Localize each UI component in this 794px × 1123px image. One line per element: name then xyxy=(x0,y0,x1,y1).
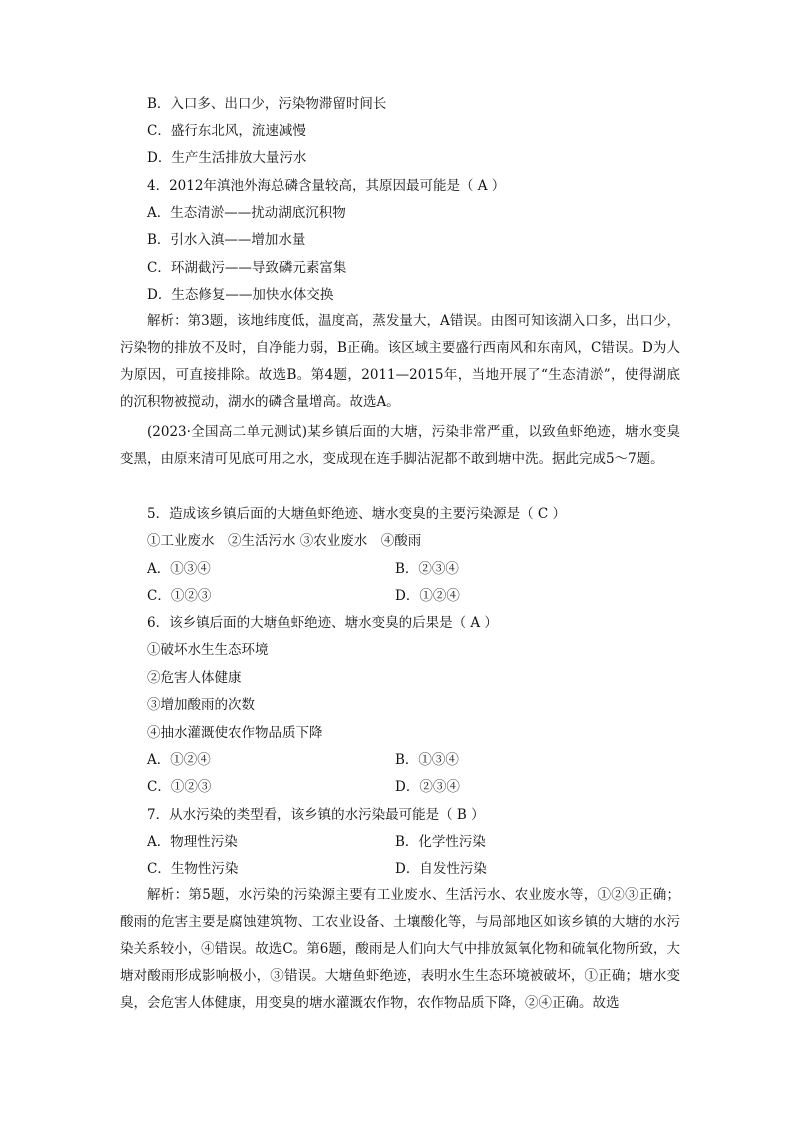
q5-stem: 5．造成该乡镇后面的大塘鱼虾绝迹、塘水变臭的主要污染源是（ C ） xyxy=(147,506,567,522)
q6-option-b: B．①③④ xyxy=(395,752,459,768)
q6-item-2: ②危害人体健康 xyxy=(147,670,242,686)
q6-option-c: C．①②③ xyxy=(147,779,212,795)
q3-option-c: C．盛行东北风，流速减慢 xyxy=(147,123,306,139)
analysis-5-7: 解析：第5题，水污染的污染源主要有工业废水、生活污水、农业废水等，①②③正确；酸雨的危害主要是腐蚀建筑物、工农业设备、土壤酸化等，与局部地区如该乡镇的大塘的水污染关系较小，④错误。故选C。第6题，酸雨是人们向大气中排放氮氧化物和硫氧化物所致，大塘对酸雨形成影响极小，③错误。大塘鱼虾绝迹，表明水生生态环境被破坏，①正确；塘水变臭，会危害人体健康，用变臭的塘水灌溉农作物，农作物品质下降，②④正确。故选 xyxy=(120,887,680,1011)
analysis-3-4: 解析：第3题，该地纬度低，温度高，蒸发量大，A错误。由图可知该湖入口多，出口少，污染物的排放不及时，自净能力弱，B正确。该区域主要盛行西南风和东南风，C错误。D为人为原因，可直接排除。故选B。第4题，2011—2015年，当地开展了“生态清淤”，使得湖底的沉积物被搅动，湖水的磷含量增高。故选A。 xyxy=(120,313,680,410)
q6-item-3: ③增加酸雨的次数 xyxy=(147,697,255,713)
q6-stem: 6．该乡镇后面的大塘鱼虾绝迹、塘水变臭的后果是（ A ） xyxy=(147,615,498,631)
q4-option-a: A．生态清淤——扰动湖底沉积物 xyxy=(147,205,346,221)
q5-option-a: A．①③④ xyxy=(147,561,211,577)
q4-stem: 4．2012年滇池外海总磷含量较高，其原因最可能是（ A ） xyxy=(147,178,506,194)
q5-items: ①工业废水 ②生活污水 ③农业废水 ④酸雨 xyxy=(147,533,422,549)
q5-option-b: B．②③④ xyxy=(395,561,459,577)
q5-option-d: D．①②④ xyxy=(395,588,460,604)
q7-option-b: B．化学性污染 xyxy=(395,834,486,850)
q7-stem: 7．从水污染的类型看，该乡镇的水污染最可能是（ B ） xyxy=(147,807,485,823)
q5-option-c: C．①②③ xyxy=(147,588,212,604)
q4-option-c: C．环湖截污——导致磷元素富集 xyxy=(147,260,347,276)
q6-item-4: ④抽水灌溉使农作物品质下降 xyxy=(147,725,323,741)
q4-option-b: B．引水入滇——增加水量 xyxy=(147,232,306,248)
q7-option-d: D．自发性污染 xyxy=(395,861,487,877)
q6-item-1: ①破坏水生生态环境 xyxy=(147,642,269,658)
q3-option-b: B．入口多、出口少，污染物滞留时间长 xyxy=(147,96,387,112)
q6-option-a: A．①②④ xyxy=(147,752,211,768)
q4-option-d: D．生态修复——加快水体交换 xyxy=(147,287,334,303)
q3-option-d: D．生产生活排放大量污水 xyxy=(147,150,307,166)
q6-option-d: D．②③④ xyxy=(395,779,460,795)
q7-option-a: A．物理性污染 xyxy=(147,834,238,850)
material-intro: (2023·全国高二单元测试)某乡镇后面的大塘，污染非常严重，以致鱼虾绝迹，塘水变臭变黑，由原来清可见底可用之水，变成现在连手脚沾泥都不敢到塘中洗。据此完成5～7题。 xyxy=(120,424,680,467)
q7-option-c: C．生物性污染 xyxy=(147,861,239,877)
